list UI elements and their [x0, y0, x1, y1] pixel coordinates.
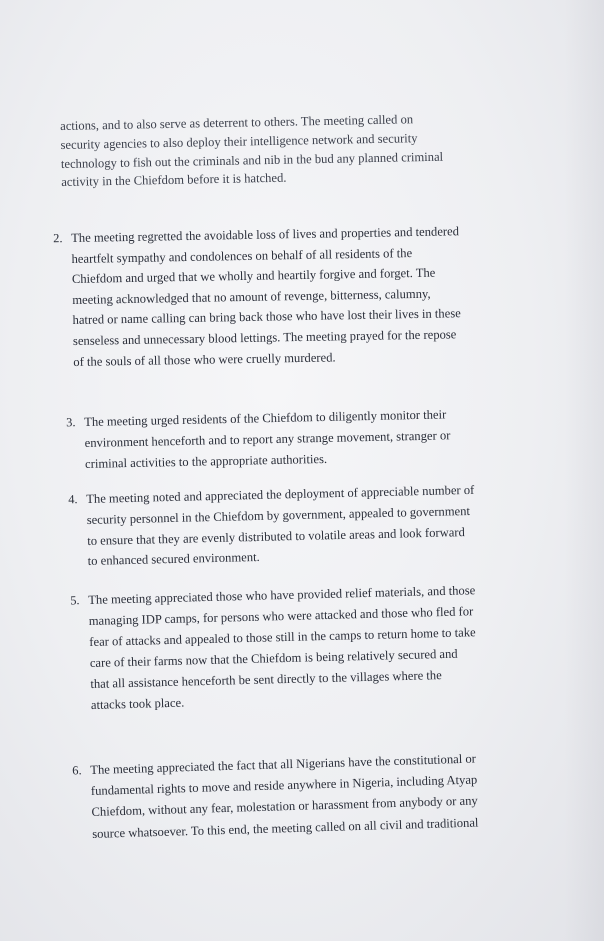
- item-number: 3.: [66, 415, 76, 430]
- item-number: 5.: [70, 593, 80, 608]
- item-number: 4.: [68, 492, 78, 507]
- paragraph-line: attacks took place.: [90, 695, 185, 712]
- paragraph-line: technology to fish out the criminals and nib in the bud any planned criminal: [60, 149, 444, 171]
- paragraph-line: to ensure that they are evenly distributed to volatile areas and look forward: [87, 524, 465, 548]
- intro-paragraph: [60, 108, 547, 193]
- paragraph-line: Chiefdom and urged that we wholly and heartily forgive and forget. The: [71, 265, 436, 287]
- paragraph-line: activity in the Chiefdom before it is hatched.: [61, 171, 287, 190]
- paragraph-line: that all assistance henceforth be sent directly to the villages where the: [90, 667, 442, 691]
- paragraph-line: security personnel in the Chiefdom by government, appealed to government: [86, 503, 471, 527]
- item-number: 2.: [53, 231, 63, 246]
- list-item-6: [72, 746, 574, 845]
- paragraph-line: Chiefdom, without any fear, molestation or harassment from anybody or any: [91, 793, 478, 820]
- paragraph-line: The meeting regretted the avoidable loss of lives and properties and tendered: [71, 224, 460, 245]
- paragraph-line: senseless and unnecessary blood lettings. The meeting prayed for the repose: [72, 327, 457, 348]
- paragraph-line: security agencies to also deploy their intelligence network and security: [60, 130, 418, 152]
- paragraph-line: fundamental rights to move and reside anywhere in Nigeria, including Atyap: [90, 772, 478, 799]
- paragraph-line: The meeting appreciated those who have provided relief materials, and those: [88, 583, 476, 607]
- paragraph-line: meeting acknowledged that no amount of revenge, bitterness, calumny,: [72, 286, 431, 307]
- paragraph-line: hatred or name calling can bring back those who have lost their lives in these: [72, 306, 461, 328]
- list-item-2: [53, 220, 555, 373]
- paragraph-line: heartfelt sympathy and condolences on behalf of all residents of the: [71, 245, 413, 266]
- list-item-4: [68, 478, 558, 572]
- item-number: 6.: [72, 763, 82, 778]
- paragraph-line: of the souls of all those who were cruelly murdered.: [73, 349, 336, 369]
- paragraph-line: source whatsoever. To this end, the meeting called on all civil and traditional: [91, 815, 479, 841]
- paragraph-line: environment henceforth and to report any strange movement, stranger or: [84, 428, 451, 450]
- paragraph-line: managing IDP camps, for persons who were attacked and those who fled for: [88, 604, 474, 628]
- paragraph-line: The meeting urged residents of the Chiefdom to diligently monitor their: [84, 407, 447, 429]
- paragraph-line: actions, and to also serve as deterrent to others. The meeting called on: [60, 112, 414, 133]
- list-item-5: [70, 578, 565, 715]
- paragraph-line: criminal activities to the appropriate authorities.: [84, 451, 328, 471]
- paragraph-line: The meeting appreciated the fact that all Nigerians have the constitutional or: [90, 751, 477, 777]
- list-item-3: [66, 403, 527, 475]
- paragraph-line: fear of attacks and appealed to those still in the camps to return home to take: [89, 625, 476, 649]
- paragraph-line: to enhanced secured environment.: [87, 550, 260, 569]
- paragraph-line: The meeting noted and appreciated the deployment of appreciable number of: [86, 482, 475, 506]
- paragraph-line: care of their farms now that the Chiefdom is being relatively secured and: [89, 646, 458, 670]
